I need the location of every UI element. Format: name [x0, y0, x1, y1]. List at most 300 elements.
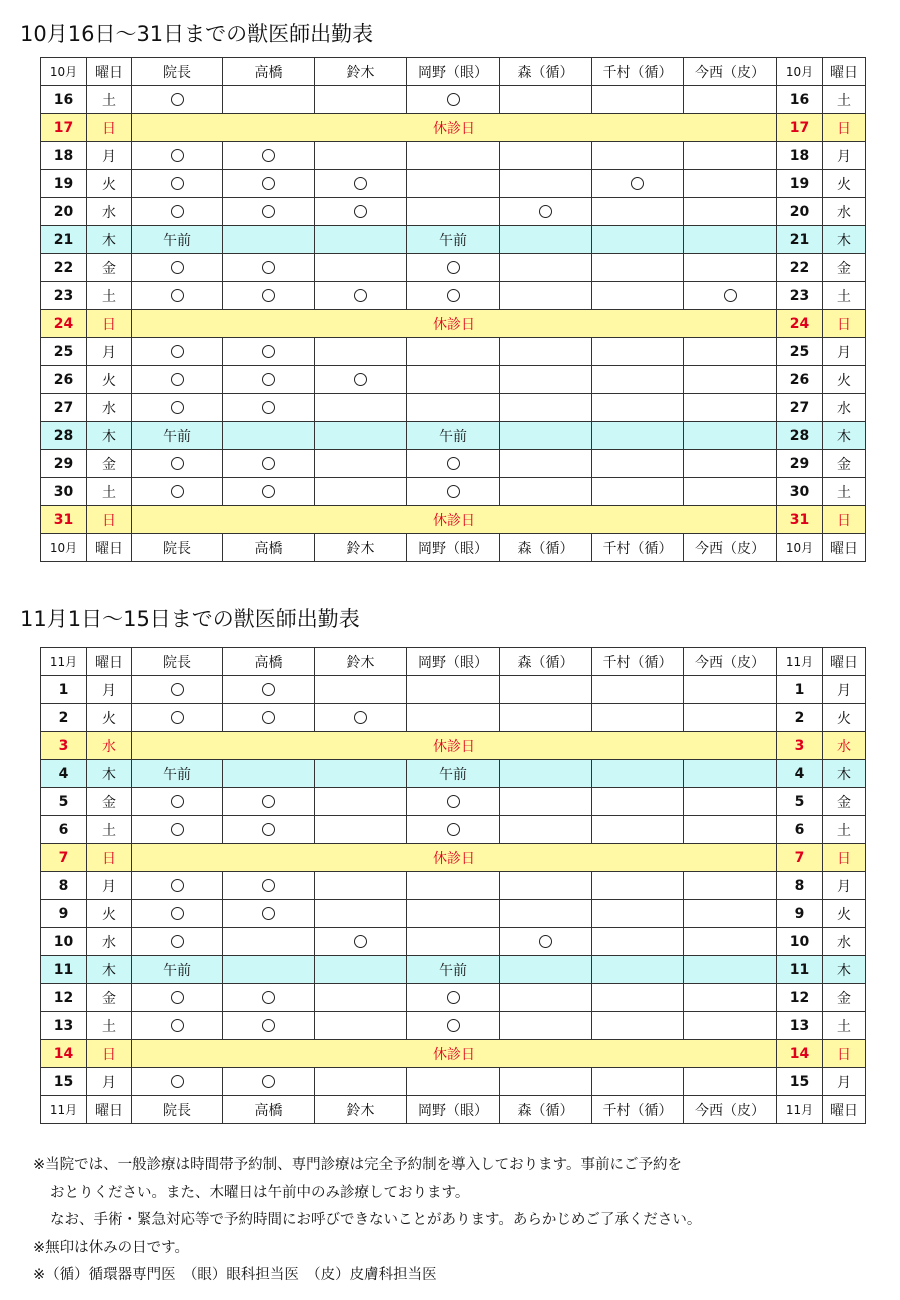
- attendance-mark-icon: [171, 823, 184, 836]
- doctor-header: 岡野（眼）: [407, 534, 500, 562]
- day-cell: 23: [777, 282, 823, 310]
- attendance-cell: [223, 478, 315, 506]
- weekday-cell: 土: [823, 1012, 866, 1040]
- day-cell: 18: [777, 142, 823, 170]
- day-cell: 27: [777, 394, 823, 422]
- day-cell: 20: [777, 198, 823, 226]
- attendance-cell: [132, 676, 223, 704]
- weekday-cell: 土: [823, 86, 866, 114]
- table-row: [41, 900, 866, 928]
- day-cell: 31: [777, 506, 823, 534]
- attendance-cell: [407, 872, 500, 900]
- weekday-cell: 月: [87, 142, 132, 170]
- weekday-cell: 木: [823, 226, 866, 254]
- attendance-cell: [223, 788, 315, 816]
- table-row: [41, 226, 866, 254]
- attendance-cell: [500, 760, 592, 788]
- table-row: [41, 760, 866, 788]
- day-cell: 6: [777, 816, 823, 844]
- attendance-table: [40, 57, 866, 562]
- attendance-cell: [132, 1012, 223, 1040]
- attendance-cell: [592, 394, 684, 422]
- table-row: [41, 1012, 866, 1040]
- attendance-cell: [407, 254, 500, 282]
- attendance-cell: [132, 450, 223, 478]
- attendance-cell: [315, 788, 407, 816]
- attendance-mark-icon: [354, 177, 367, 190]
- attendance-cell: [407, 478, 500, 506]
- table-row: [41, 142, 866, 170]
- header-row: [41, 534, 866, 562]
- closed-day-label: 休診日: [132, 844, 777, 872]
- weekday-cell: 月: [823, 338, 866, 366]
- table-row: [41, 506, 866, 534]
- attendance-mark-icon: [171, 1019, 184, 1032]
- attendance-cell: [407, 86, 500, 114]
- month-header: 11月: [41, 648, 87, 676]
- doctor-header: 岡野（眼）: [407, 648, 500, 676]
- table-row: [41, 310, 866, 338]
- weekday-cell: 木: [87, 226, 132, 254]
- month-header: 10月: [777, 58, 823, 86]
- attendance-cell: [500, 478, 592, 506]
- attendance-cell: [684, 394, 777, 422]
- attendance-cell: [315, 816, 407, 844]
- attendance-mark-icon: [262, 711, 275, 724]
- day-cell: 29: [41, 450, 87, 478]
- day-cell: 24: [41, 310, 87, 338]
- closed-day-label: 休診日: [132, 310, 777, 338]
- attendance-mark-icon: [171, 711, 184, 724]
- attendance-mark-icon: [539, 205, 552, 218]
- weekday-cell: 木: [87, 422, 132, 450]
- attendance-mark-icon: [171, 93, 184, 106]
- weekday-cell: 日: [823, 114, 866, 142]
- attendance-cell: [684, 170, 777, 198]
- weekday-cell: 火: [87, 366, 132, 394]
- attendance-cell: [407, 338, 500, 366]
- weekday-cell: 水: [823, 198, 866, 226]
- doctor-header: 高橋: [223, 534, 315, 562]
- table-row: [41, 450, 866, 478]
- weekday-cell: 水: [823, 732, 866, 760]
- attendance-mark-icon: [262, 373, 275, 386]
- attendance-mark-icon: [171, 795, 184, 808]
- weekday-cell: 月: [87, 338, 132, 366]
- attendance-mark-icon: [262, 261, 275, 274]
- doctor-header: 森（循）: [500, 648, 592, 676]
- attendance-cell: [500, 956, 592, 984]
- day-cell: 17: [777, 114, 823, 142]
- weekday-cell: 土: [823, 478, 866, 506]
- attendance-mark-icon: [262, 1019, 275, 1032]
- day-cell: 23: [41, 282, 87, 310]
- day-cell: 7: [777, 844, 823, 872]
- weekday-header: 曜日: [87, 58, 132, 86]
- attendance-cell: [500, 366, 592, 394]
- attendance-cell: [500, 788, 592, 816]
- weekday-cell: 金: [87, 450, 132, 478]
- attendance-cell: [500, 872, 592, 900]
- attendance-mark-icon: [262, 879, 275, 892]
- day-cell: 11: [777, 956, 823, 984]
- closed-day-label: 休診日: [132, 732, 777, 760]
- attendance-cell: [407, 1012, 500, 1040]
- attendance-cell: [500, 226, 592, 254]
- attendance-mark-icon: [171, 177, 184, 190]
- table-row: [41, 984, 866, 1012]
- attendance-cell: [407, 676, 500, 704]
- attendance-cell: [684, 282, 777, 310]
- attendance-mark-icon: [447, 823, 460, 836]
- attendance-cell: [223, 86, 315, 114]
- attendance-cell: [500, 422, 592, 450]
- day-cell: 15: [41, 1068, 87, 1096]
- morning-only-label: 午前: [132, 422, 223, 450]
- attendance-cell: [407, 900, 500, 928]
- weekday-header: 曜日: [823, 58, 866, 86]
- attendance-cell: [592, 872, 684, 900]
- attendance-cell: [684, 450, 777, 478]
- table-row: [41, 816, 866, 844]
- doctor-header: 千村（循）: [592, 534, 684, 562]
- weekday-cell: 土: [87, 282, 132, 310]
- doctor-header: 岡野（眼）: [407, 58, 500, 86]
- doctor-header: 鈴木: [315, 58, 407, 86]
- attendance-mark-icon: [171, 1075, 184, 1088]
- weekday-cell: 土: [87, 86, 132, 114]
- attendance-cell: [592, 788, 684, 816]
- attendance-cell: [684, 788, 777, 816]
- attendance-cell: [407, 366, 500, 394]
- day-cell: 2: [777, 704, 823, 732]
- weekday-cell: 火: [87, 900, 132, 928]
- doctor-header: 今西（皮）: [684, 1096, 777, 1124]
- table-row: [41, 928, 866, 956]
- attendance-mark-icon: [447, 93, 460, 106]
- weekday-cell: 金: [87, 788, 132, 816]
- day-cell: 10: [41, 928, 87, 956]
- doctor-header: 森（循）: [500, 1096, 592, 1124]
- attendance-cell: [592, 170, 684, 198]
- day-cell: 30: [41, 478, 87, 506]
- attendance-table: [40, 647, 866, 1124]
- attendance-cell: [315, 394, 407, 422]
- table-row: [41, 394, 866, 422]
- day-cell: 17: [41, 114, 87, 142]
- attendance-cell: [407, 142, 500, 170]
- attendance-cell: [592, 198, 684, 226]
- day-cell: 30: [777, 478, 823, 506]
- attendance-cell: [223, 198, 315, 226]
- attendance-cell: [315, 1012, 407, 1040]
- weekday-cell: 木: [823, 422, 866, 450]
- table-row: [41, 872, 866, 900]
- weekday-cell: 木: [87, 956, 132, 984]
- day-cell: 5: [41, 788, 87, 816]
- attendance-cell: [592, 760, 684, 788]
- attendance-cell: [223, 170, 315, 198]
- table-row: [41, 844, 866, 872]
- attendance-cell: [592, 478, 684, 506]
- morning-only-label: 午前: [132, 760, 223, 788]
- attendance-mark-icon: [171, 485, 184, 498]
- day-cell: 29: [777, 450, 823, 478]
- attendance-cell: [684, 704, 777, 732]
- morning-only-label: 午前: [407, 226, 500, 254]
- weekday-cell: 金: [87, 984, 132, 1012]
- weekday-cell: 日: [87, 506, 132, 534]
- attendance-cell: [223, 676, 315, 704]
- table-row: [41, 478, 866, 506]
- day-cell: 4: [777, 760, 823, 788]
- closed-day-label: 休診日: [132, 1040, 777, 1068]
- day-cell: 8: [777, 872, 823, 900]
- day-cell: 20: [41, 198, 87, 226]
- day-cell: 26: [41, 366, 87, 394]
- attendance-cell: [315, 338, 407, 366]
- attendance-cell: [592, 254, 684, 282]
- weekday-cell: 月: [823, 676, 866, 704]
- attendance-mark-icon: [171, 991, 184, 1004]
- attendance-cell: [223, 816, 315, 844]
- attendance-cell: [223, 956, 315, 984]
- attendance-cell: [684, 366, 777, 394]
- attendance-mark-icon: [262, 149, 275, 162]
- header-row: [41, 648, 866, 676]
- attendance-cell: [132, 928, 223, 956]
- day-cell: 15: [777, 1068, 823, 1096]
- attendance-cell: [132, 282, 223, 310]
- attendance-cell: [407, 198, 500, 226]
- attendance-cell: [223, 1012, 315, 1040]
- attendance-cell: [223, 872, 315, 900]
- attendance-cell: [132, 338, 223, 366]
- weekday-cell: 月: [87, 872, 132, 900]
- attendance-cell: [223, 450, 315, 478]
- doctor-header: 森（循）: [500, 534, 592, 562]
- weekday-cell: 水: [87, 928, 132, 956]
- doctor-header: 院長: [132, 648, 223, 676]
- attendance-mark-icon: [171, 345, 184, 358]
- attendance-cell: [407, 170, 500, 198]
- table-row: [41, 282, 866, 310]
- day-cell: 8: [41, 872, 87, 900]
- weekday-cell: 火: [823, 704, 866, 732]
- attendance-mark-icon: [171, 373, 184, 386]
- attendance-mark-icon: [262, 907, 275, 920]
- doctor-header: 高橋: [223, 648, 315, 676]
- weekday-cell: 月: [823, 142, 866, 170]
- table-row: [41, 956, 866, 984]
- attendance-cell: [500, 142, 592, 170]
- table-row: [41, 114, 866, 142]
- attendance-cell: [315, 676, 407, 704]
- attendance-cell: [132, 86, 223, 114]
- attendance-mark-icon: [171, 261, 184, 274]
- attendance-cell: [132, 704, 223, 732]
- attendance-cell: [592, 900, 684, 928]
- attendance-cell: [407, 394, 500, 422]
- attendance-cell: [684, 478, 777, 506]
- month-header: 10月: [777, 534, 823, 562]
- attendance-cell: [500, 1068, 592, 1096]
- attendance-mark-icon: [171, 879, 184, 892]
- doctor-header: 千村（循）: [592, 648, 684, 676]
- attendance-cell: [684, 928, 777, 956]
- attendance-cell: [500, 984, 592, 1012]
- day-cell: 6: [41, 816, 87, 844]
- attendance-mark-icon: [262, 289, 275, 302]
- weekday-cell: 日: [87, 844, 132, 872]
- attendance-cell: [315, 170, 407, 198]
- morning-only-label: 午前: [407, 760, 500, 788]
- doctor-header: 今西（皮）: [684, 648, 777, 676]
- weekday-cell: 火: [87, 170, 132, 198]
- weekday-cell: 木: [823, 760, 866, 788]
- month-header: 11月: [41, 1096, 87, 1124]
- attendance-mark-icon: [447, 457, 460, 470]
- table-row: [41, 198, 866, 226]
- attendance-mark-icon: [539, 935, 552, 948]
- doctor-header: 院長: [132, 1096, 223, 1124]
- attendance-cell: [315, 198, 407, 226]
- table-row: [41, 676, 866, 704]
- day-cell: 2: [41, 704, 87, 732]
- day-cell: 28: [777, 422, 823, 450]
- weekday-cell: 火: [87, 704, 132, 732]
- attendance-mark-icon: [262, 457, 275, 470]
- attendance-cell: [500, 282, 592, 310]
- attendance-cell: [684, 338, 777, 366]
- attendance-cell: [223, 928, 315, 956]
- attendance-cell: [223, 366, 315, 394]
- table-row: [41, 338, 866, 366]
- day-cell: 28: [41, 422, 87, 450]
- weekday-cell: 火: [823, 900, 866, 928]
- day-cell: 3: [41, 732, 87, 760]
- day-cell: 14: [41, 1040, 87, 1068]
- weekday-cell: 木: [87, 760, 132, 788]
- attendance-cell: [500, 198, 592, 226]
- attendance-cell: [684, 816, 777, 844]
- attendance-mark-icon: [262, 401, 275, 414]
- day-cell: 11: [41, 956, 87, 984]
- attendance-mark-icon: [171, 683, 184, 696]
- weekday-cell: 月: [823, 1068, 866, 1096]
- day-cell: 22: [41, 254, 87, 282]
- attendance-cell: [132, 788, 223, 816]
- attendance-cell: [132, 394, 223, 422]
- attendance-cell: [500, 676, 592, 704]
- doctor-header: 院長: [132, 58, 223, 86]
- attendance-cell: [500, 338, 592, 366]
- attendance-cell: [592, 1012, 684, 1040]
- attendance-mark-icon: [447, 485, 460, 498]
- attendance-mark-icon: [354, 935, 367, 948]
- table-row: [41, 254, 866, 282]
- attendance-mark-icon: [262, 485, 275, 498]
- header-row: [41, 58, 866, 86]
- attendance-cell: [684, 1012, 777, 1040]
- month-header: 11月: [777, 648, 823, 676]
- doctor-header: 鈴木: [315, 648, 407, 676]
- attendance-cell: [684, 900, 777, 928]
- attendance-cell: [592, 816, 684, 844]
- attendance-cell: [500, 816, 592, 844]
- attendance-cell: [592, 338, 684, 366]
- doctor-header: 岡野（眼）: [407, 1096, 500, 1124]
- attendance-cell: [132, 816, 223, 844]
- attendance-cell: [407, 788, 500, 816]
- attendance-mark-icon: [171, 401, 184, 414]
- attendance-cell: [684, 422, 777, 450]
- day-cell: 27: [41, 394, 87, 422]
- attendance-cell: [315, 956, 407, 984]
- weekday-cell: 月: [87, 1068, 132, 1096]
- attendance-cell: [592, 282, 684, 310]
- attendance-cell: [223, 422, 315, 450]
- attendance-cell: [500, 928, 592, 956]
- weekday-cell: 月: [823, 872, 866, 900]
- attendance-cell: [592, 86, 684, 114]
- doctor-header: 今西（皮）: [684, 534, 777, 562]
- attendance-cell: [315, 226, 407, 254]
- day-cell: 18: [41, 142, 87, 170]
- attendance-cell: [315, 478, 407, 506]
- attendance-cell: [223, 900, 315, 928]
- attendance-cell: [684, 956, 777, 984]
- weekday-cell: 土: [823, 282, 866, 310]
- day-cell: 9: [41, 900, 87, 928]
- attendance-cell: [407, 1068, 500, 1096]
- day-cell: 22: [777, 254, 823, 282]
- doctor-header: 森（循）: [500, 58, 592, 86]
- morning-only-label: 午前: [132, 956, 223, 984]
- month-header: 10月: [41, 58, 87, 86]
- attendance-cell: [592, 928, 684, 956]
- attendance-mark-icon: [262, 1075, 275, 1088]
- attendance-mark-icon: [171, 205, 184, 218]
- attendance-cell: [223, 394, 315, 422]
- attendance-cell: [132, 254, 223, 282]
- day-cell: 16: [41, 86, 87, 114]
- attendance-cell: [684, 676, 777, 704]
- table-row: [41, 732, 866, 760]
- day-cell: 25: [41, 338, 87, 366]
- weekday-cell: 日: [87, 114, 132, 142]
- attendance-mark-icon: [447, 261, 460, 274]
- doctor-header: 高橋: [223, 58, 315, 86]
- day-cell: 3: [777, 732, 823, 760]
- attendance-cell: [592, 450, 684, 478]
- attendance-cell: [223, 984, 315, 1012]
- weekday-cell: 火: [823, 170, 866, 198]
- attendance-cell: [223, 226, 315, 254]
- day-cell: 13: [777, 1012, 823, 1040]
- attendance-mark-icon: [262, 205, 275, 218]
- weekday-cell: 水: [87, 198, 132, 226]
- attendance-cell: [592, 422, 684, 450]
- attendance-cell: [223, 704, 315, 732]
- attendance-cell: [500, 86, 592, 114]
- attendance-cell: [592, 366, 684, 394]
- attendance-cell: [500, 254, 592, 282]
- attendance-mark-icon: [171, 907, 184, 920]
- day-cell: 1: [41, 676, 87, 704]
- day-cell: 25: [777, 338, 823, 366]
- day-cell: 16: [777, 86, 823, 114]
